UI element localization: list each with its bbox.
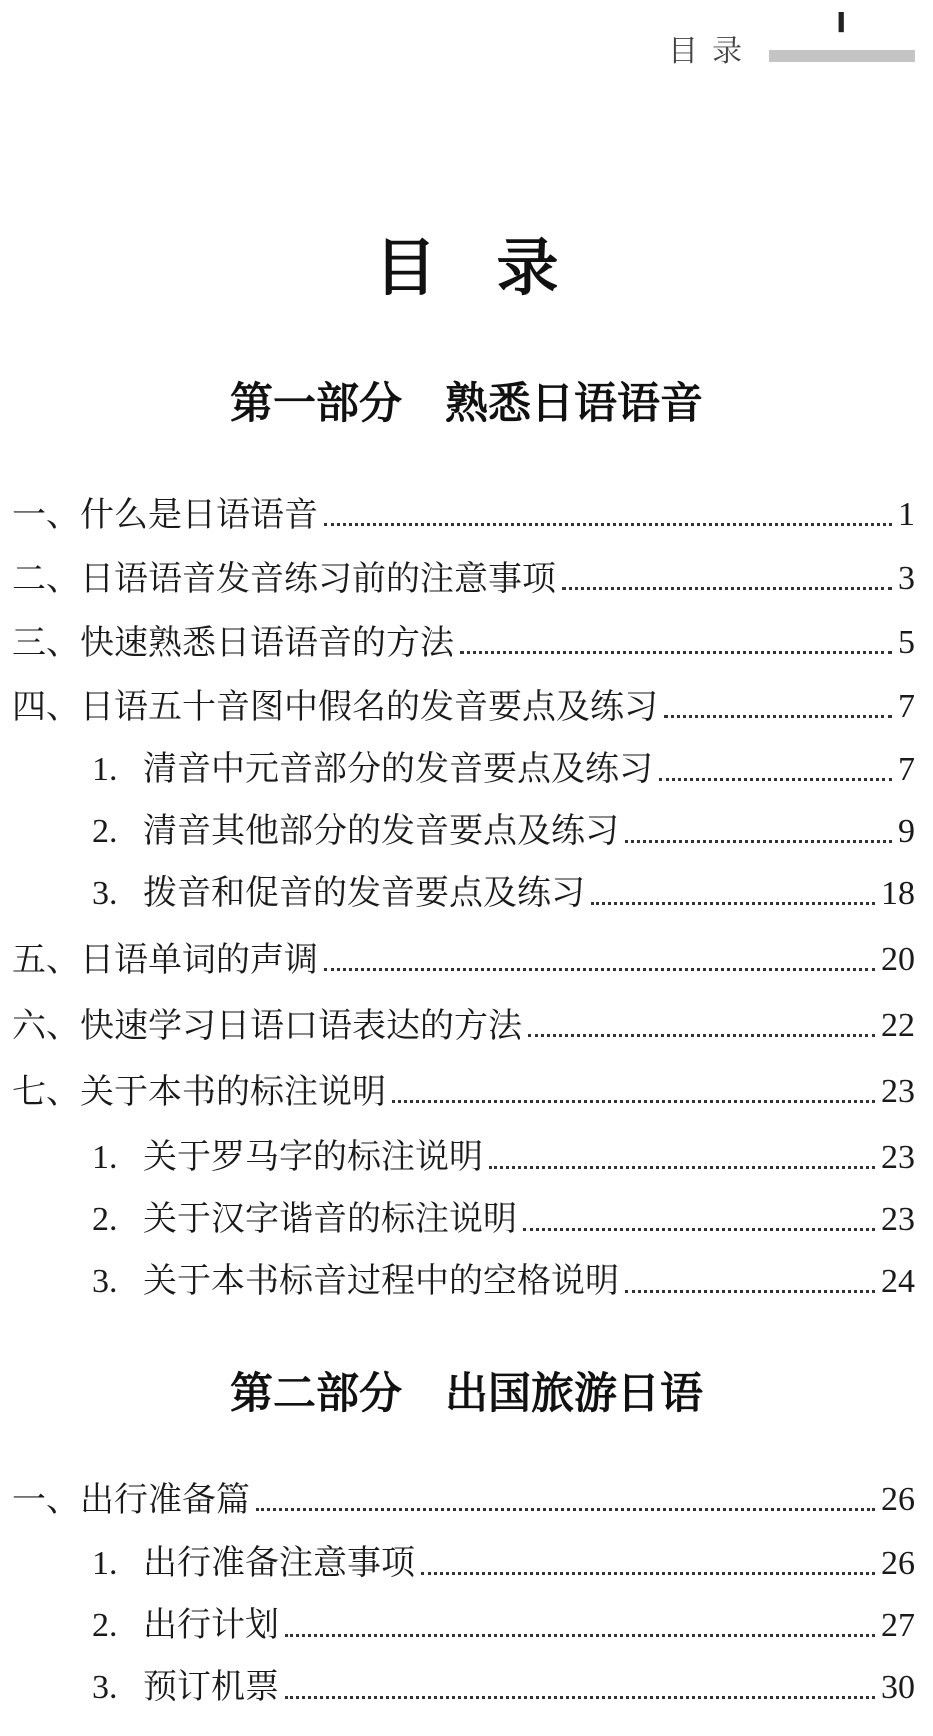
toc-subentry-label: 关于汉字谐音的标注说明 [143, 1199, 517, 1239]
toc-entry[interactable] [12, 613, 915, 663]
toc-subentry-label: 清音中元音部分的发音要点及练习 [143, 749, 653, 789]
toc-subentry[interactable] [92, 1190, 915, 1240]
toc-subentry[interactable] [92, 1534, 915, 1584]
toc-entry-page: 22 [881, 1007, 915, 1044]
toc-entry[interactable] [12, 1470, 915, 1520]
toc-entry-page: 24 [881, 1263, 915, 1300]
toc-entry-label: 四、日语五十音图中假名的发音要点及练习 [12, 687, 658, 727]
toc-entry-page: 23 [881, 1139, 915, 1176]
toc-subentry-number: 2. [92, 1607, 118, 1644]
toc-subentry[interactable] [92, 740, 915, 790]
toc-entry-page: 26 [881, 1481, 915, 1518]
toc-entry[interactable] [12, 677, 915, 727]
toc-title: 目录 [374, 231, 619, 304]
toc-entry-label: 一、出行准备篇 [12, 1480, 250, 1520]
toc-entry-label: 六、快速学习日语口语表达的方法 [12, 1006, 522, 1046]
toc-subentry-label: 关于罗马字的标注说明 [143, 1137, 483, 1177]
toc-subentry[interactable] [92, 1658, 915, 1708]
toc-subentry-label: 关于本书标音过程中的空格说明 [143, 1261, 619, 1301]
toc-subentry-number: 1. [92, 751, 118, 788]
toc-entry-page: 23 [881, 1073, 915, 1110]
leader-dots [460, 643, 892, 654]
page-number: Ⅰ [836, 6, 847, 39]
toc-entry[interactable] [12, 996, 915, 1046]
toc-entry[interactable] [12, 549, 915, 599]
toc-subentry-number: 1. [92, 1139, 118, 1176]
header-rule [769, 50, 915, 62]
toc-subentry-label: 出行准备注意事项 [143, 1543, 415, 1583]
toc-entry-page: 27 [881, 1607, 915, 1644]
running-head: 目录 [668, 34, 756, 69]
toc-entry[interactable] [12, 485, 915, 535]
leader-dots [528, 1026, 875, 1037]
toc-entry[interactable] [12, 930, 915, 980]
toc-entry-page: 5 [898, 624, 915, 661]
leader-dots [562, 579, 892, 590]
leader-dots [489, 1158, 875, 1169]
toc-subentry-number: 2. [92, 813, 118, 850]
toc-subentry-number: 1. [92, 1545, 118, 1582]
toc-entry-label: 七、关于本书的标注说明 [12, 1072, 386, 1112]
toc-subentry-label: 拨音和促音的发音要点及练习 [143, 873, 585, 913]
toc-subentry[interactable] [92, 1128, 915, 1178]
part-title-2: 第二部分 出国旅游日语 [230, 1369, 703, 1419]
toc-entry-page: 3 [898, 560, 915, 597]
toc-entry-page: 26 [881, 1545, 915, 1582]
toc-subentry-label: 出行计划 [143, 1605, 279, 1645]
toc-subentry[interactable] [92, 1252, 915, 1302]
toc-entry-page: 20 [881, 941, 915, 978]
toc-entry-page: 7 [898, 688, 915, 725]
toc-entry-page: 23 [881, 1201, 915, 1238]
leader-dots [392, 1092, 875, 1103]
toc-entry-label: 一、什么是日语语音 [12, 495, 318, 535]
leader-dots [625, 1282, 875, 1293]
toc-subentry-label: 清音其他部分的发音要点及练习 [143, 811, 619, 851]
leader-dots [421, 1564, 875, 1575]
toc-subentry[interactable] [92, 864, 915, 914]
toc-entry-label: 二、日语语音发音练习前的注意事项 [12, 559, 556, 599]
leader-dots [664, 707, 892, 718]
toc-subentry-number: 3. [92, 1669, 118, 1706]
toc-entry-label: 三、快速熟悉日语语音的方法 [12, 623, 454, 663]
toc-subentry-label: 预订机票 [143, 1667, 279, 1707]
toc-subentry-number: 2. [92, 1201, 118, 1238]
toc-subentry[interactable] [92, 802, 915, 852]
toc-entry-page: 18 [881, 875, 915, 912]
toc-entry-page: 1 [898, 496, 915, 533]
leader-dots [523, 1220, 875, 1231]
leader-dots [285, 1626, 875, 1637]
part-title-1: 第一部分 熟悉日语语音 [230, 379, 703, 429]
leader-dots [324, 515, 892, 526]
toc-entry-page: 9 [898, 813, 915, 850]
leader-dots [625, 832, 892, 843]
toc-entry-label: 五、日语单词的声调 [12, 940, 318, 980]
leader-dots [256, 1500, 875, 1511]
toc-entry-page: 30 [881, 1669, 915, 1706]
leader-dots [285, 1688, 875, 1699]
leader-dots [591, 894, 875, 905]
toc-entry-page: 7 [898, 751, 915, 788]
toc-subentry[interactable] [92, 1596, 915, 1646]
toc-entry[interactable] [12, 1062, 915, 1112]
leader-dots [659, 770, 892, 781]
toc-subentry-number: 3. [92, 1263, 118, 1300]
leader-dots [324, 960, 875, 971]
toc-subentry-number: 3. [92, 875, 118, 912]
